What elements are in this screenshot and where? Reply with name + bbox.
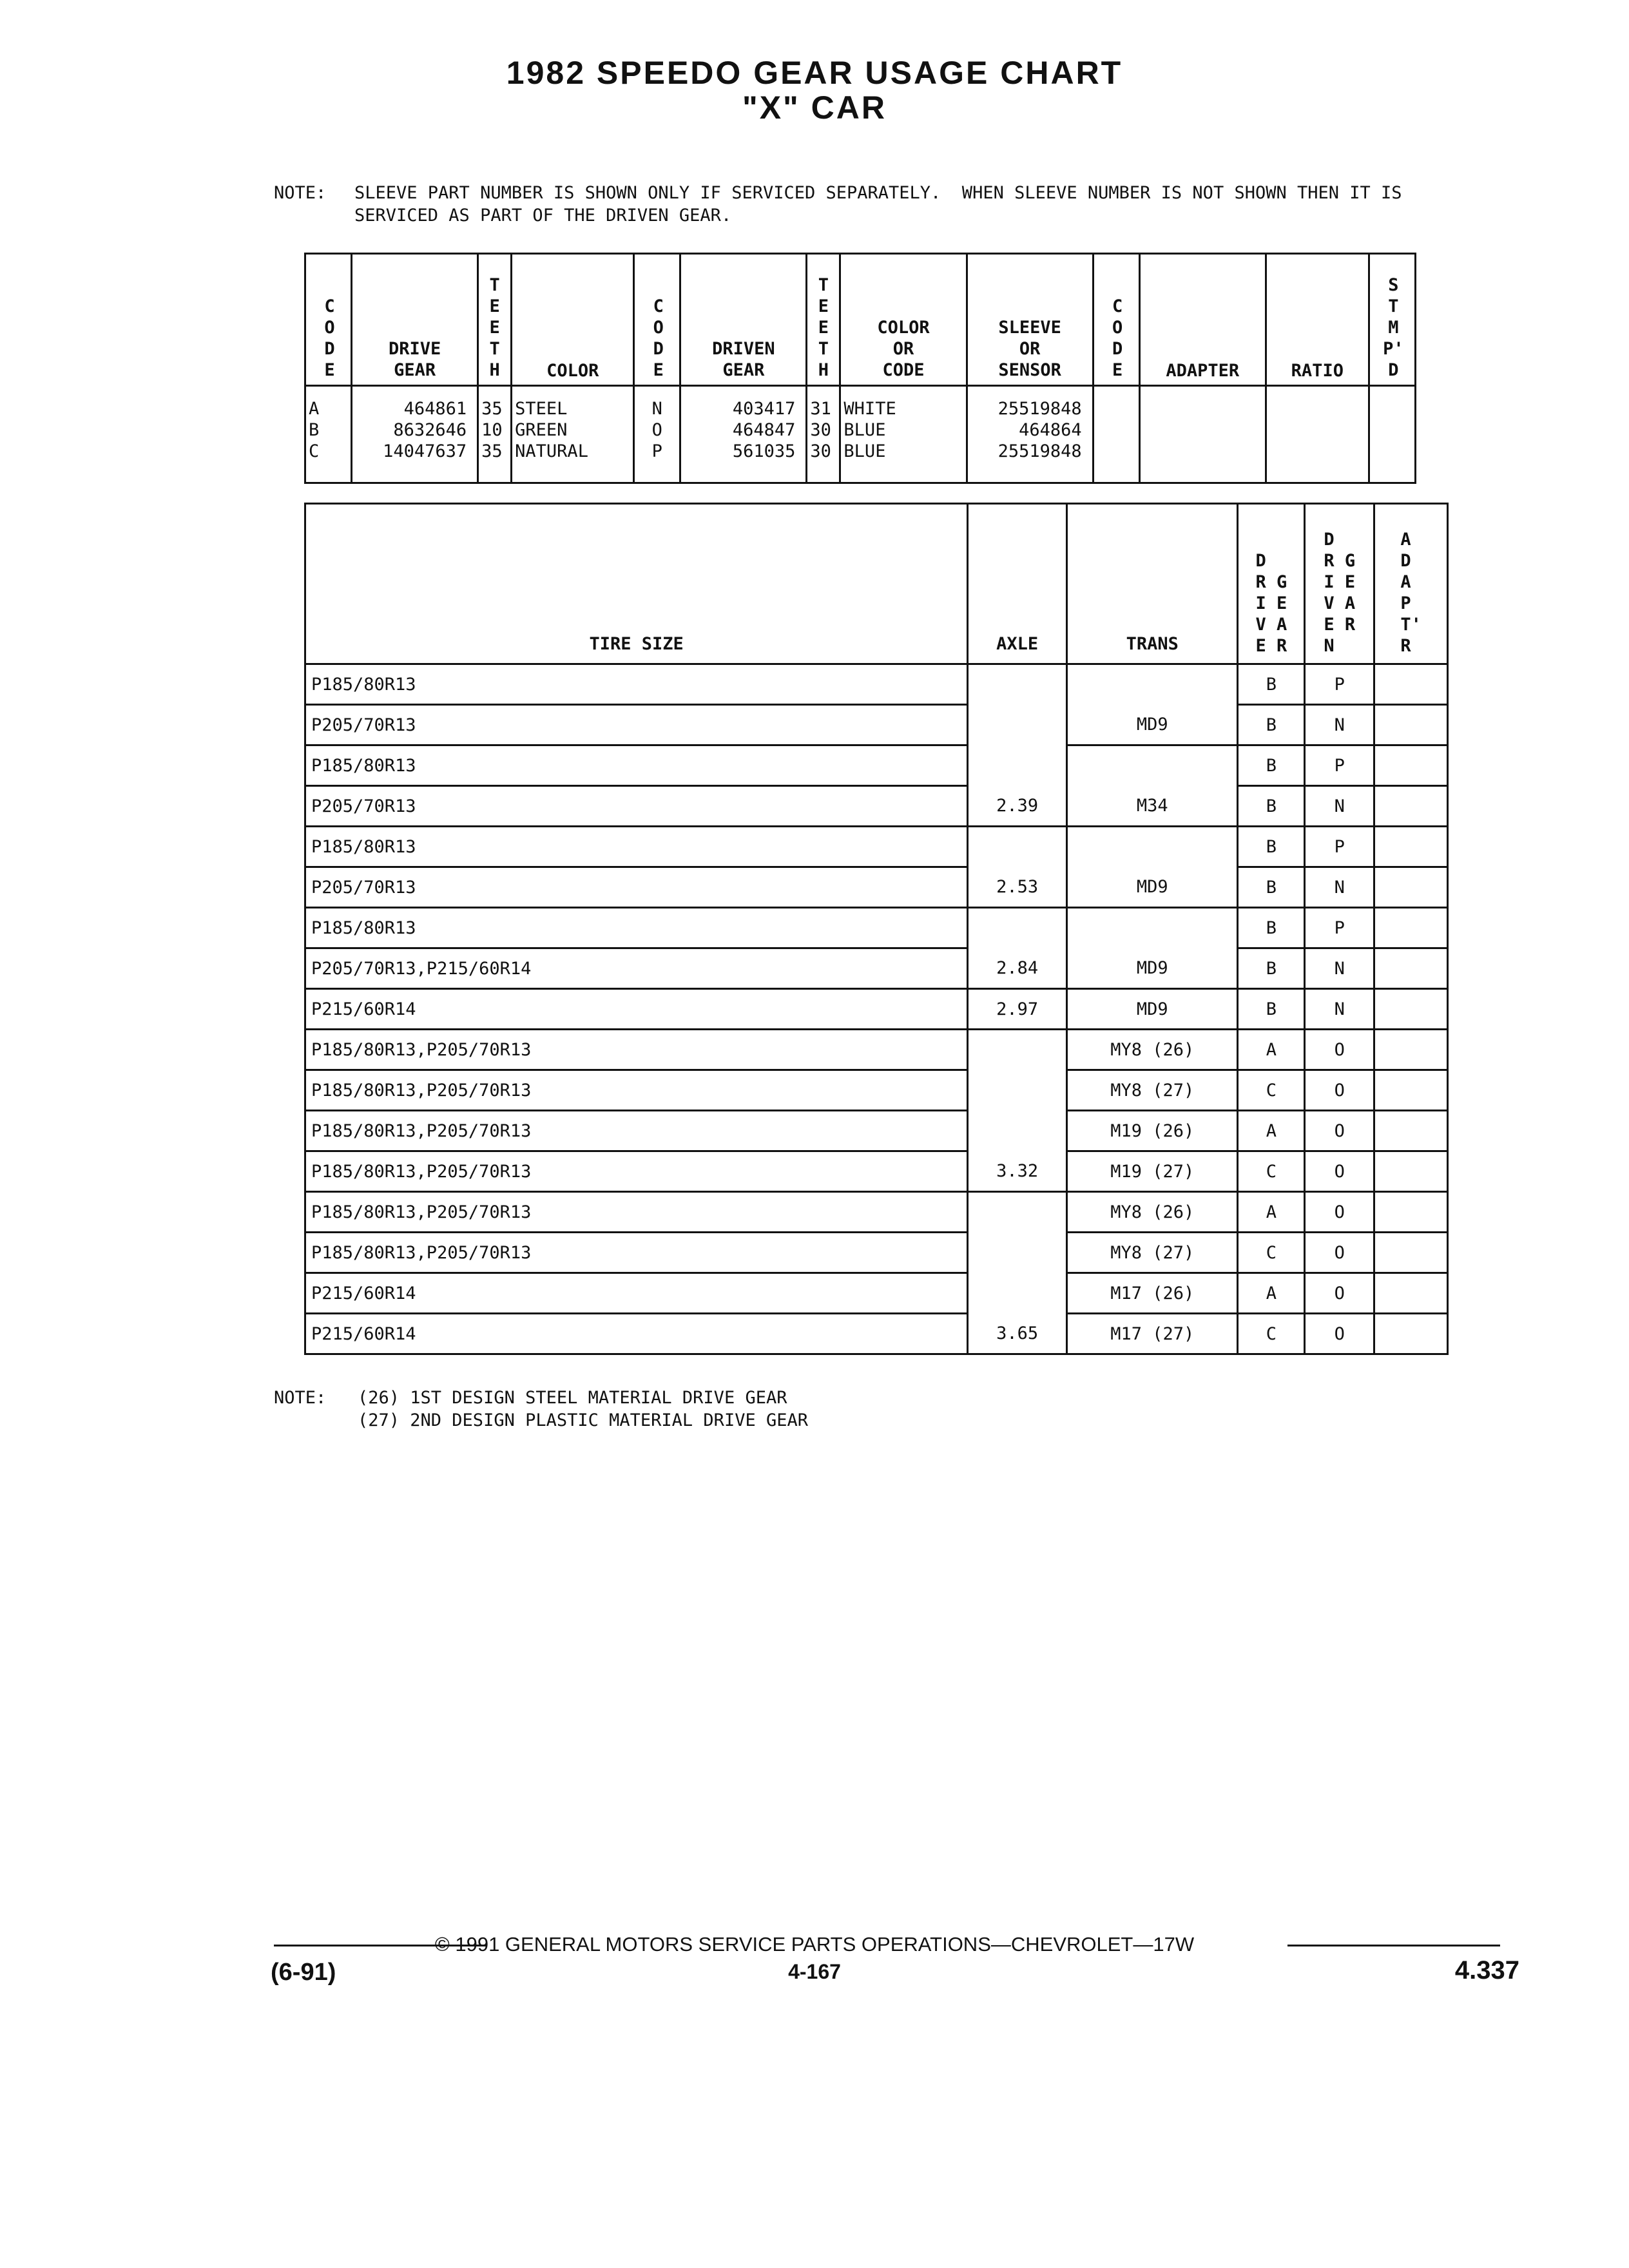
axle-cell xyxy=(968,1192,1067,1233)
driven-gear-cell: O xyxy=(1305,1273,1374,1314)
col-header-stmpd: S T M P' D xyxy=(1383,275,1404,380)
trans-cell xyxy=(1066,745,1238,786)
col-header-ratio: RATIO xyxy=(1291,361,1344,381)
adapter-cell xyxy=(1374,745,1448,786)
driven-gear-cell: O xyxy=(1305,1233,1374,1273)
drive-gear-cell: B xyxy=(1238,745,1305,786)
usage-table-header-row xyxy=(305,504,1448,664)
tire-size-cell: P185/80R13,P205/70R13 xyxy=(305,1111,968,1151)
table-row xyxy=(305,948,1448,989)
drive-gear-cell: C xyxy=(1238,1233,1305,1273)
trans-cell: MD9 xyxy=(1066,867,1238,908)
tire-size-cell: P185/80R13 xyxy=(305,664,968,705)
driven-gear-cell: N xyxy=(1305,989,1374,1030)
tire-size-cell: P185/80R13,P205/70R13 xyxy=(305,1070,968,1111)
trans-cell: M17 (26) xyxy=(1066,1273,1238,1314)
driven-gear-cell: O xyxy=(1305,1070,1374,1111)
axle-cell: 3.65 xyxy=(968,1314,1067,1354)
col-header-code: C O D E xyxy=(324,296,335,380)
footer-page-number: 4.337 xyxy=(1454,1956,1519,1984)
top-note xyxy=(274,182,1402,249)
col-header-code: C O D E xyxy=(1112,296,1123,380)
table-row xyxy=(305,989,1448,1030)
adapter-cell xyxy=(1374,827,1448,867)
table-row xyxy=(305,1111,1448,1151)
col-header-teeth: T E E T H xyxy=(489,275,500,380)
drive-gear-cell: A xyxy=(1238,1192,1305,1233)
driven-gear-cell: O xyxy=(1305,1111,1374,1151)
trans-cell xyxy=(1066,827,1238,867)
trans-cell: MY8 (26) xyxy=(1066,1030,1238,1070)
table-row xyxy=(305,1273,1448,1314)
axle-cell xyxy=(968,1273,1067,1314)
table-row xyxy=(305,1151,1448,1192)
col-header-sleeve-or-sensor: SLEEVE OR SENSOR xyxy=(998,318,1061,380)
driven-gear-cell: P xyxy=(1305,664,1374,705)
axle-cell: 2.39 xyxy=(968,786,1067,827)
col-header-tire-size: TIRE SIZE xyxy=(589,634,684,654)
top-note-label: NOTE: xyxy=(274,183,327,203)
table-row xyxy=(305,908,1448,948)
table-row xyxy=(305,1030,1448,1070)
axle-cell xyxy=(968,827,1067,867)
footer-date-code: (6-91) xyxy=(271,1959,336,1986)
trans-cell: MD9 xyxy=(1066,948,1238,989)
gear-spec-table xyxy=(304,253,1416,484)
gear-table-body-row xyxy=(305,386,1416,483)
gear-cell-code: A B C xyxy=(309,399,320,461)
adapter-cell xyxy=(1374,664,1448,705)
gear-cell-driven-gear: 403417 464847 561035 xyxy=(732,399,796,461)
adapter-cell xyxy=(1374,908,1448,948)
col-header-teeth: T E E T H xyxy=(818,275,829,380)
col-header-adapter: A D A P T' R xyxy=(1400,530,1422,656)
tire-size-cell: P215/60R14 xyxy=(305,989,968,1030)
driven-gear-cell: O xyxy=(1305,1192,1374,1233)
driven-gear-cell: P xyxy=(1305,827,1374,867)
trans-cell xyxy=(1066,664,1238,705)
adapter-cell xyxy=(1374,786,1448,827)
trans-cell: MY8 (27) xyxy=(1066,1070,1238,1111)
driven-gear-cell: O xyxy=(1305,1030,1374,1070)
usage-table xyxy=(304,503,1449,1355)
col-header-axle: AXLE xyxy=(996,634,1039,654)
driven-gear-cell: P xyxy=(1305,908,1374,948)
footer-page-ref: 4-167 xyxy=(788,1960,841,1983)
table-row xyxy=(305,1070,1448,1111)
trans-cell: M34 xyxy=(1066,786,1238,827)
table-row xyxy=(305,1314,1448,1354)
axle-cell xyxy=(968,705,1067,745)
gear-table-header-row xyxy=(305,254,1416,386)
col-header-driven-gear: D R G I E V A E R N xyxy=(1324,530,1356,656)
col-header-code: C O D E xyxy=(653,296,664,380)
tire-size-cell: P185/80R13,P205/70R13 xyxy=(305,1151,968,1192)
gear-cell-color-or-code: WHITE BLUE BLUE xyxy=(843,399,896,461)
tire-size-cell: P185/80R13,P205/70R13 xyxy=(305,1192,968,1233)
axle-cell: 2.53 xyxy=(968,867,1067,908)
adapter-cell xyxy=(1374,989,1448,1030)
axle-cell: 3.32 xyxy=(968,1151,1067,1192)
drive-gear-cell: C xyxy=(1238,1151,1305,1192)
driven-gear-cell: N xyxy=(1305,786,1374,827)
adapter-cell xyxy=(1374,1273,1448,1314)
axle-cell xyxy=(968,1030,1067,1070)
table-row xyxy=(305,1233,1448,1273)
table-row xyxy=(305,705,1448,745)
table-row xyxy=(305,745,1448,786)
tire-size-cell: P185/80R13 xyxy=(305,908,968,948)
axle-cell xyxy=(968,745,1067,786)
axle-cell xyxy=(968,664,1067,705)
col-header-drive-gear: DRIVE GEAR xyxy=(388,339,441,380)
table-row xyxy=(305,867,1448,908)
drive-gear-cell: B xyxy=(1238,705,1305,745)
trans-cell: MY8 (26) xyxy=(1066,1192,1238,1233)
adapter-cell xyxy=(1374,867,1448,908)
trans-cell: M19 (26) xyxy=(1066,1111,1238,1151)
col-header-trans: TRANS xyxy=(1126,634,1179,654)
drive-gear-cell: B xyxy=(1238,827,1305,867)
trans-cell: M19 (27) xyxy=(1066,1151,1238,1192)
adapter-cell xyxy=(1374,1030,1448,1070)
tire-size-cell: P205/70R13 xyxy=(305,867,968,908)
col-header-driven-gear: DRIVEN GEAR xyxy=(712,339,775,380)
col-header-color: COLOR xyxy=(546,361,599,381)
gear-cell-teeth: 31 30 30 xyxy=(810,399,831,461)
tire-size-cell: P185/80R13,P205/70R13 xyxy=(305,1233,968,1273)
adapter-cell xyxy=(1374,1233,1448,1273)
tire-size-cell: P185/80R13 xyxy=(305,827,968,867)
top-note-text: SLEEVE PART NUMBER IS SHOWN ONLY IF SERVICED SEPARATELY. WHEN SLEEVE NUMBER IS NOT SHOWN THEN IT IS SERVICED AS PART OF THE DRIVEN GEAR. xyxy=(354,183,1402,226)
trans-cell: MD9 xyxy=(1066,989,1238,1030)
adapter-cell xyxy=(1374,1314,1448,1354)
drive-gear-cell: A xyxy=(1238,1030,1305,1070)
gear-cell-code: N O P xyxy=(651,399,662,461)
col-header-color-or-code: COLOR OR CODE xyxy=(877,318,930,380)
trans-cell xyxy=(1066,908,1238,948)
driven-gear-cell: O xyxy=(1305,1151,1374,1192)
gear-cell-color: STEEL GREEN NATURAL xyxy=(515,399,588,461)
driven-gear-cell: N xyxy=(1305,705,1374,745)
drive-gear-cell: A xyxy=(1238,1273,1305,1314)
adapter-cell xyxy=(1374,1111,1448,1151)
adapter-cell xyxy=(1374,705,1448,745)
tire-size-cell: P185/80R13 xyxy=(305,745,968,786)
axle-cell xyxy=(968,1070,1067,1111)
bottom-note-line: (26) 1ST DESIGN STEEL MATERIAL DRIVE GEAR xyxy=(358,1388,787,1408)
table-row xyxy=(305,827,1448,867)
trans-cell: MY8 (27) xyxy=(1066,1233,1238,1273)
axle-cell xyxy=(968,908,1067,948)
driven-gear-cell: P xyxy=(1305,745,1374,786)
tire-size-cell: P215/60R14 xyxy=(305,1314,968,1354)
axle-cell xyxy=(968,1233,1067,1273)
driven-gear-cell: O xyxy=(1305,1314,1374,1354)
tire-size-cell: P205/70R13 xyxy=(305,705,968,745)
gear-cell-sleeve-or-sensor: 25519848 464864 25519848 xyxy=(998,399,1082,461)
adapter-cell xyxy=(1374,1070,1448,1111)
drive-gear-cell: B xyxy=(1238,948,1305,989)
drive-gear-cell: B xyxy=(1238,867,1305,908)
driven-gear-cell: N xyxy=(1305,867,1374,908)
trans-cell: M17 (27) xyxy=(1066,1314,1238,1354)
drive-gear-cell: B xyxy=(1238,664,1305,705)
bottom-note-line: (27) 2ND DESIGN PLASTIC MATERIAL DRIVE GEAR xyxy=(358,1410,808,1430)
table-row xyxy=(305,1192,1448,1233)
col-header-adapter: ADAPTER xyxy=(1166,361,1240,381)
adapter-cell xyxy=(1374,1192,1448,1233)
gear-cell-teeth: 35 10 35 xyxy=(481,399,503,461)
table-row xyxy=(305,664,1448,705)
axle-cell xyxy=(968,1111,1067,1151)
footer-copyright: © 1991 GENERAL MOTORS SERVICE PARTS OPERATIONS—CHEVROLET—17W xyxy=(434,1933,1195,1956)
page-title: 1982 SPEEDO GEAR USAGE CHART xyxy=(506,55,1123,91)
axle-cell: 2.97 xyxy=(968,989,1067,1030)
tire-size-cell: P185/80R13,P205/70R13 xyxy=(305,1030,968,1070)
drive-gear-cell: B xyxy=(1238,989,1305,1030)
drive-gear-cell: B xyxy=(1238,908,1305,948)
drive-gear-cell: A xyxy=(1238,1111,1305,1151)
table-row xyxy=(305,786,1448,827)
page-subtitle: "X" CAR xyxy=(742,90,887,126)
col-header-drive-gear: D R G I E V A E R xyxy=(1255,551,1287,656)
gear-cell-drive-gear: 464861 8632646 14047637 xyxy=(383,399,467,461)
tire-size-cell: P205/70R13,P215/60R14 xyxy=(305,948,968,989)
tire-size-cell: P215/60R14 xyxy=(305,1273,968,1314)
drive-gear-cell: B xyxy=(1238,786,1305,827)
adapter-cell xyxy=(1374,948,1448,989)
trans-cell: MD9 xyxy=(1066,705,1238,745)
driven-gear-cell: N xyxy=(1305,948,1374,989)
bottom-note-label: NOTE: xyxy=(274,1388,327,1408)
drive-gear-cell: C xyxy=(1238,1070,1305,1111)
tire-size-cell: P205/70R13 xyxy=(305,786,968,827)
drive-gear-cell: C xyxy=(1238,1314,1305,1354)
axle-cell: 2.84 xyxy=(968,948,1067,989)
adapter-cell xyxy=(1374,1151,1448,1192)
